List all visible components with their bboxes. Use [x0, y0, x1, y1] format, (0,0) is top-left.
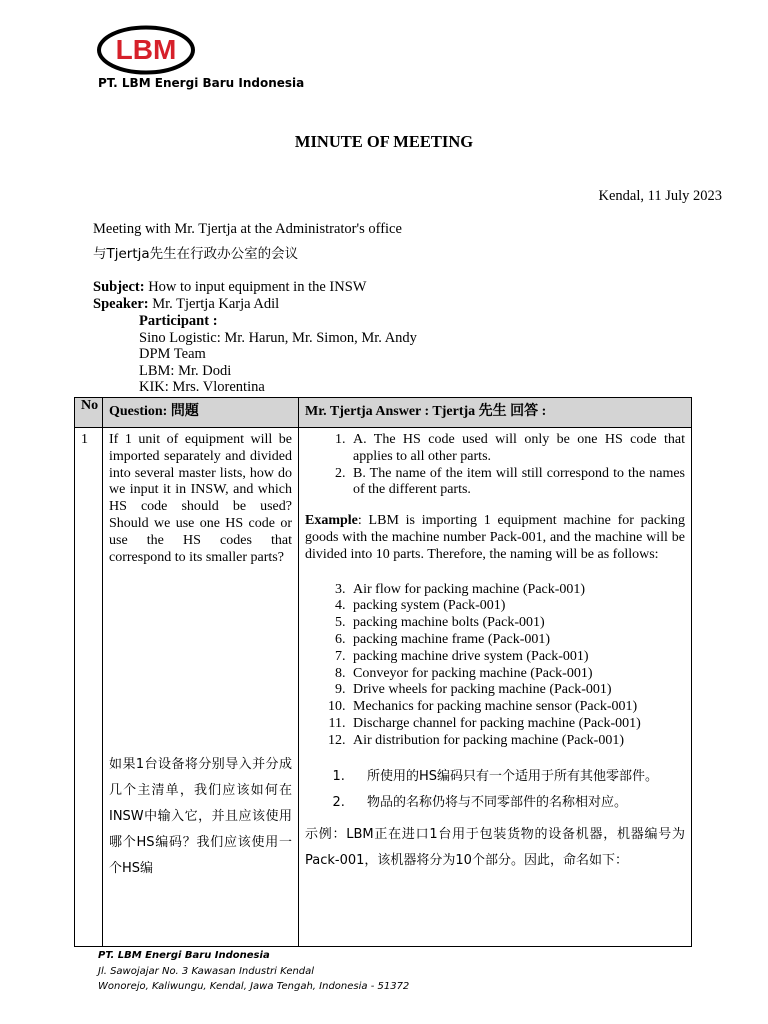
row-number: 1: [75, 428, 103, 947]
parts-list: [305, 582, 685, 750]
meeting-date: Kendal, 11 July 2023: [598, 188, 722, 204]
header-question: Question: 問題: [103, 398, 299, 428]
list-item: 6. packing machine frame (Pack-001): [349, 632, 685, 649]
document-title: MINUTE OF MEETING: [294, 132, 474, 151]
subject-label: Subject:: [93, 279, 145, 295]
header-no: No: [75, 398, 103, 428]
page-footer: [98, 948, 409, 995]
speaker-line: [93, 296, 279, 313]
company-name: PT. LBM Energi Baru Indonesia: [98, 76, 305, 90]
answer-cell: [299, 428, 692, 947]
example-paragraph: [305, 513, 685, 563]
header-answer: Mr. Tjertja Answer : Tjertja 先生 回答 :: [299, 398, 692, 428]
example-label: Example: [305, 513, 358, 529]
list-item: 4. packing system (Pack-001): [349, 598, 685, 615]
list-item: 12. Air distribution for packing machine (Pack-001): [349, 733, 685, 750]
subject-line: [93, 279, 366, 296]
list-item: 9. Drive wheels for packing machine (Pack-001): [349, 682, 685, 699]
answer-point-zh: 2. 物品的名称仍将与不同零部件的名称相对应。: [349, 790, 685, 816]
question-en: If 1 unit of equipment will be imported separately and divided into several master lists, how do we input it in INSW, and which HS code should be used? Should we use one HS code or use the HS codes that correspond to its smaller parts?: [109, 432, 292, 565]
footer-company: PT. LBM Energi Baru Indonesia: [98, 950, 270, 961]
list-item: 10. Mechanics for packing machine sensor (Pack-001): [349, 699, 685, 716]
speaker-label: Speaker:: [93, 296, 149, 312]
answer-list-zh: [305, 764, 685, 816]
answer-point: 1. A. The HS code used will only be one HS code that applies to all other parts.: [349, 432, 685, 466]
footer-address-line: Wonorejo, Kaliwungu, Kendal, Jawa Tengah, Indonesia - 51372: [98, 981, 410, 992]
speaker-value: Mr. Tjertja Karja Adil: [152, 296, 280, 312]
question-zh: 如果1台设备将分别导入并分成几个主清单，我们应该如何在INSW中输入它，并且应该使用哪个HS编码？我们应该使用一个HS编: [109, 757, 292, 877]
answer-list: [305, 432, 685, 499]
participant-item: LBM: Mr. Dodi: [139, 363, 232, 379]
subject-value: How to input equipment in the INSW: [148, 279, 367, 295]
list-item: 7. packing machine drive system (Pack-001): [349, 649, 685, 666]
meeting-description: Meeting with Mr. Tjertja at the Administrator's office: [93, 221, 402, 237]
participant-item: KIK: Mrs. Vlorentina: [139, 379, 265, 395]
question-cell: [103, 428, 299, 947]
answer-point-zh: 1. 所使用的HS编码只有一个适用于所有其他零部件。: [349, 764, 685, 790]
footer-address-line: Jl. Sawojajar No. 3 Kawasan Industri Kendal: [98, 965, 315, 977]
table-header-row: [75, 398, 692, 428]
logo-text: LBM: [115, 34, 177, 65]
table-row: [75, 428, 692, 947]
list-item: 11. Discharge channel for packing machine (Pack-001): [349, 716, 685, 733]
list-item: 5. packing machine bolts (Pack-001): [349, 615, 685, 632]
meeting-description-zh: 与Tjertja先生在行政办公室的会议: [93, 246, 299, 262]
list-item: 3. Air flow for packing machine (Pack-001): [349, 582, 685, 599]
participant-item: DPM Team: [139, 346, 206, 362]
participants-label: Participant :: [139, 313, 218, 329]
participant-item: Sino Logistic: Mr. Harun, Mr. Simon, Mr. Andy: [139, 330, 417, 346]
list-item: 8. Conveyor for packing machine (Pack-001): [349, 666, 685, 683]
question-answer-table: [74, 397, 692, 947]
answer-point: 2. B. The name of the item will still correspond to the names of the different parts.: [349, 466, 685, 500]
example-text: : LBM is importing 1 equipment machine for packing goods with the machine number Pack-001, and the machine will be divided into 10 parts. Therefore, the naming will be as follows:: [305, 513, 685, 562]
example-paragraph-zh: 示例：LBM正在进口1台用于包装货物的设备机器，机器编号为Pack-001，该机器将分为10个部分。因此，命名如下：: [305, 826, 685, 868]
company-logo: [96, 24, 196, 76]
